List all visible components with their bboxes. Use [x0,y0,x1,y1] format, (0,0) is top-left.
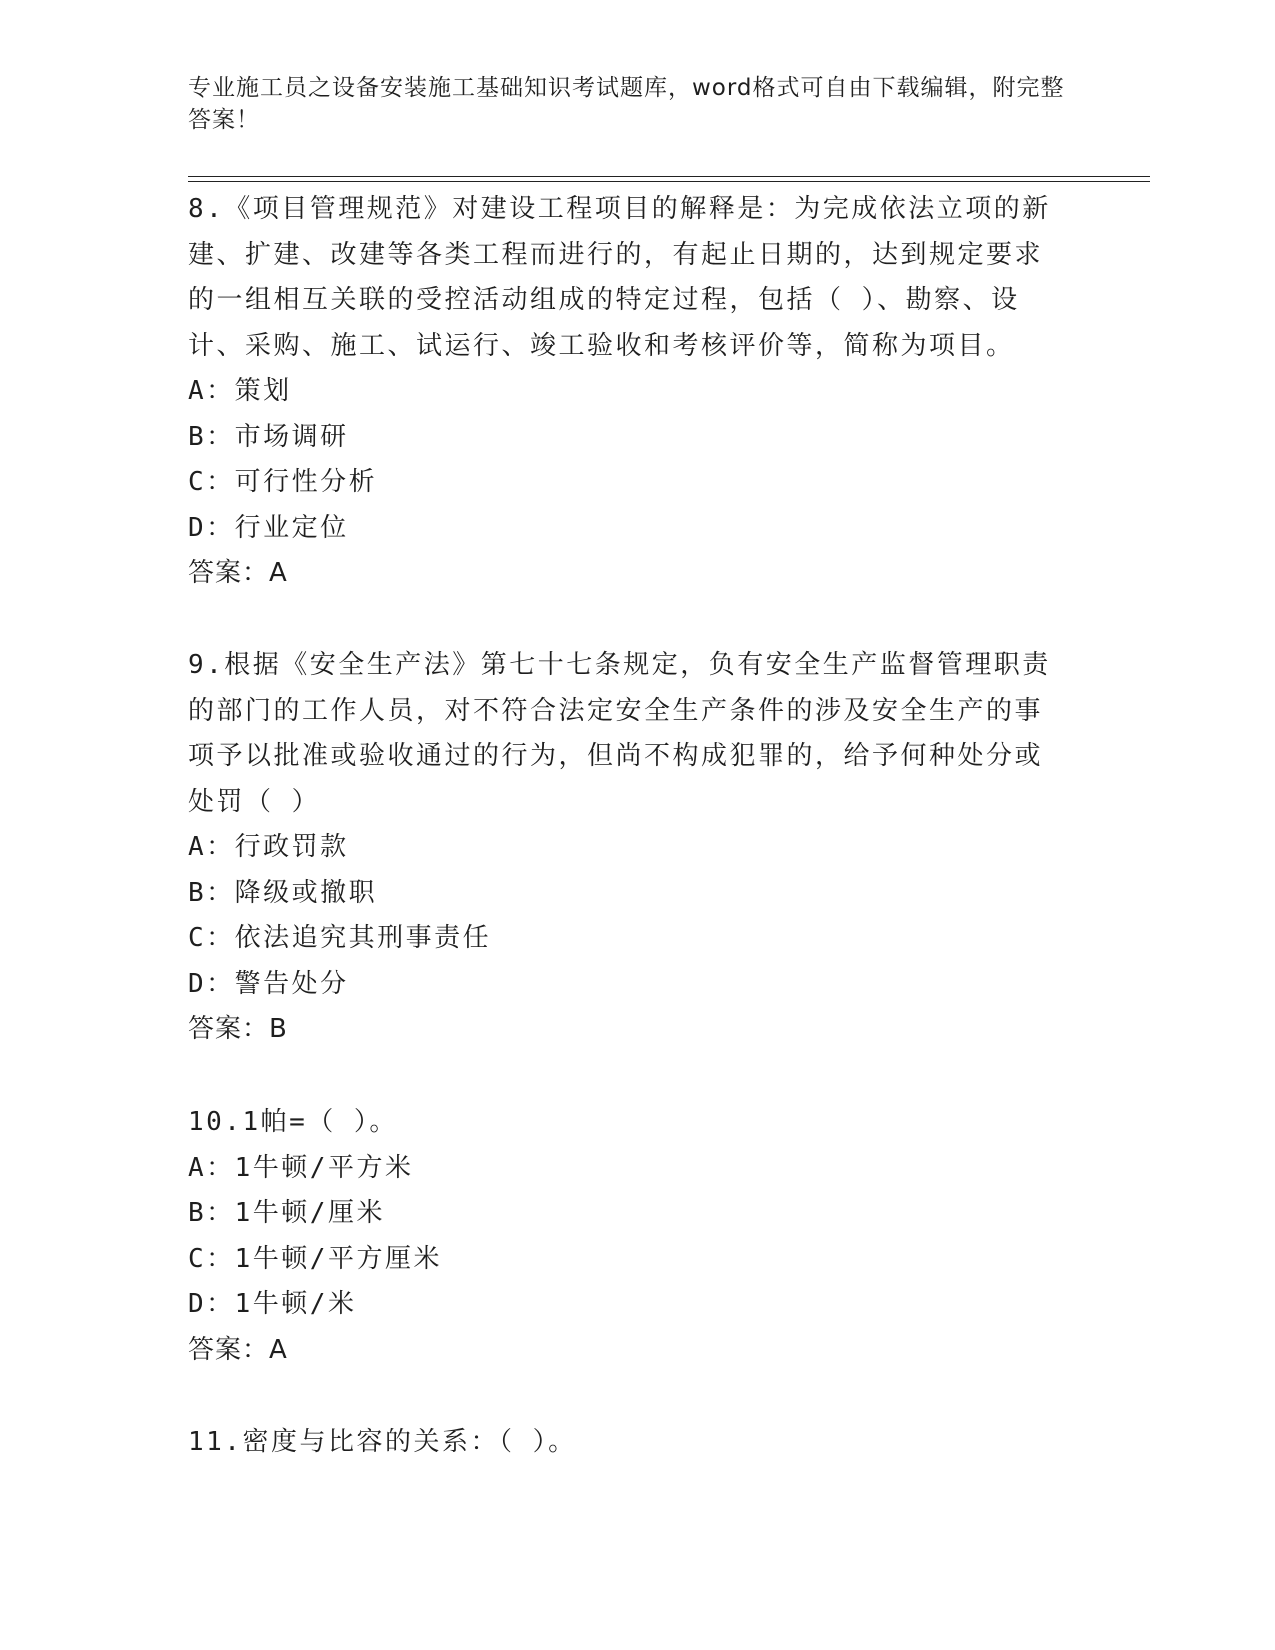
answer: 答案：B [188,1014,288,1044]
option-c: C：1牛顿/平方厘米 [188,1243,442,1274]
question-10 [188,1100,1068,1373]
option-b: B：市场调研 [188,421,349,452]
option-b: B：1牛顿/厘米 [188,1198,385,1228]
option-d: D：行业定位 [188,512,349,543]
header-divider-top [188,176,1150,177]
question-text: 11.密度与比容的关系：（ ）。 [188,1427,577,1457]
option-b: B：降级或撤职 [188,877,378,908]
option-c: C：依法追究其刑事责任 [188,923,492,953]
option-d: D：1牛顿/米 [188,1289,357,1319]
question-11 [188,1420,1068,1466]
option-a: A：策划 [188,376,292,406]
option-a: A：1牛顿/平方米 [188,1152,414,1183]
answer: 答案：A [188,558,288,588]
question-8 [188,187,1068,597]
question-text: 9.根据《安全生产法》第七十七条规定，负有安全生产监督管理职责的部门的工作人员，对不符合法定安全生产条件的涉及安全生产的事项予以批准或验收通过的行为，但尚不构成犯罪的，给予何种处分或处罚（ ） [188,650,1051,817]
option-d: D：警告处分 [188,968,349,999]
question-text: 8.《项目管理规范》对建设工程项目的解释是：为完成依法立项的新建、扩建、改建等各类工程而进行的，有起止日期的，达到规定要求的一组相互关联的受控活动组成的特定过程，包括（ ）、勘察、设计、采购、施工、试运行、竣工验收和考核评价等，简称为项目。 [188,194,1051,361]
header-divider-bottom [188,181,1150,182]
question-text: 10.1帕=（ ）。 [188,1107,398,1137]
option-a: A：行政罚款 [188,832,349,862]
answer: 答案：A [188,1334,288,1365]
document-header: 专业施工员之设备安装施工基础知识考试题库，word格式可自由下载编辑，附完整答案！ [188,75,1065,133]
option-c: C：可行性分析 [188,467,378,497]
question-9 [188,643,1068,1053]
